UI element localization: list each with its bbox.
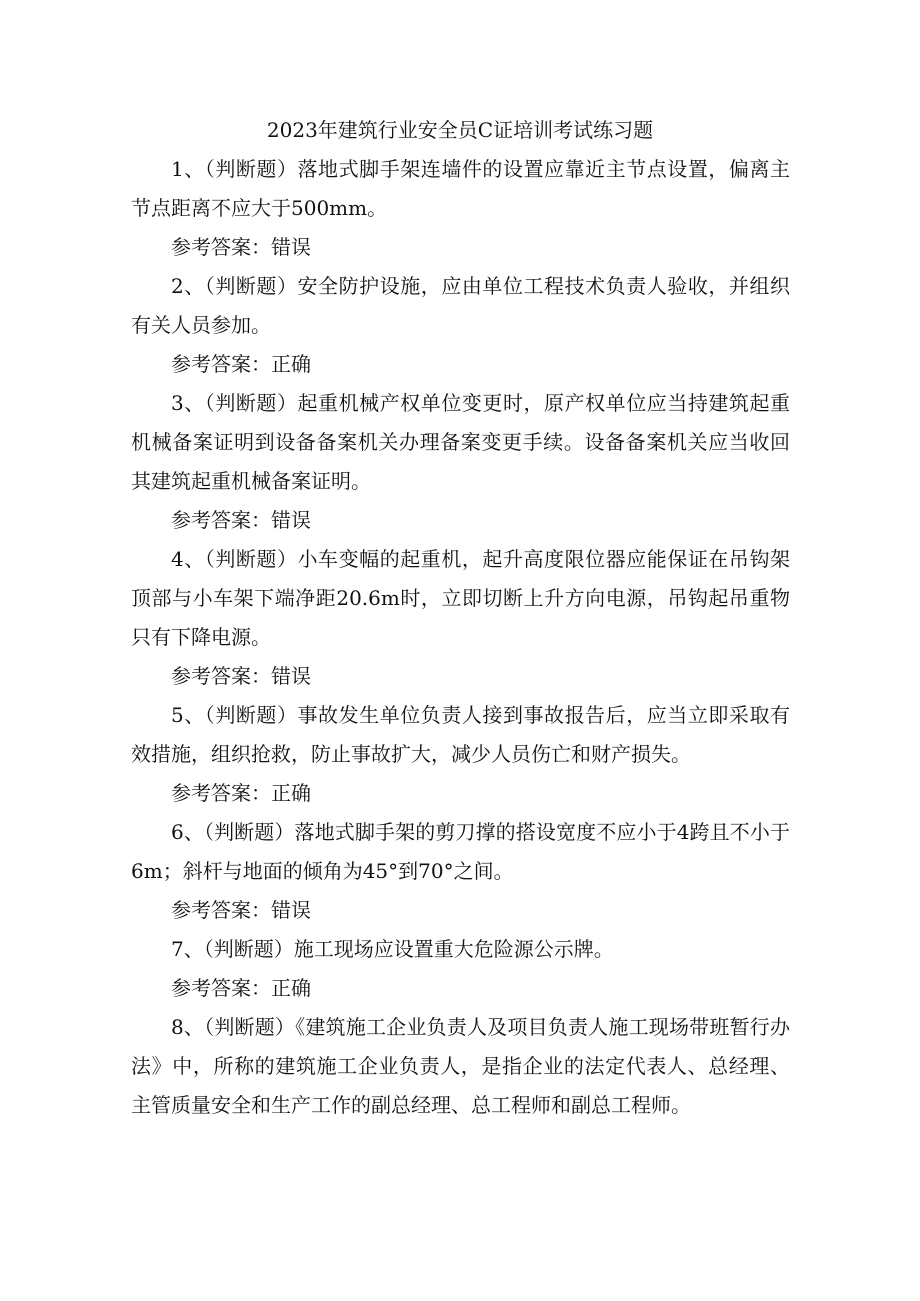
answer-text: 参考答案：正确: [171, 781, 311, 805]
answer-text: 参考答案：正确: [171, 976, 311, 1000]
document-title: 2023年建筑行业安全员C证培训考试练习题: [266, 118, 654, 142]
question-list: [131, 150, 790, 1125]
answer-text: 参考答案：错误: [171, 898, 311, 922]
question-item-5: [131, 696, 790, 813]
question-item-3: [131, 384, 790, 540]
question-item-2: [131, 267, 790, 384]
question-item-6: [131, 813, 790, 930]
question-text: 7、（判断题）施工现场应设置重大危险源公示牌。: [171, 937, 614, 961]
question-item-7: [131, 930, 790, 1008]
question-text: 4、（判断题）小车变幅的起重机，起升高度限位器应能保证在吊钩架顶部与小车架下端净距20.6m时，立即切断上升方向电源，吊钩起吊重物只有下降电源。: [131, 547, 790, 649]
question-item-4: [131, 540, 790, 696]
question-text: 2、（判断题）安全防护设施，应由单位工程技术负责人验收，并组织有关人员参加。: [131, 274, 790, 337]
question-text: 6、（判断题）落地式脚手架的剪刀撑的搭设宽度不应小于4跨且不小于6m；斜杆与地面的倾角为45°到70°之间。: [131, 820, 790, 883]
answer-text: 参考答案：错误: [171, 235, 311, 259]
question-text: 5、（判断题）事故发生单位负责人接到事故报告后，应当立即采取有效措施，组织抢救，防止事故扩大，减少人员伤亡和财产损失。: [131, 703, 790, 766]
question-text: 1、（判断题）落地式脚手架连墙件的设置应靠近主节点设置，偏离主节点距离不应大于500mm。: [131, 157, 790, 220]
answer-text: 参考答案：错误: [171, 664, 311, 688]
question-item-8: [131, 1008, 790, 1125]
answer-text: 参考答案：正确: [171, 352, 311, 376]
question-text: 8、（判断题）《建筑施工企业负责人及项目负责人施工现场带班暂行办法》中，所称的建筑施工企业负责人，是指企业的法定代表人、总经理、主管质量安全和生产工作的副总经理、总工程师和副总工程师。: [131, 1015, 790, 1117]
question-item-1: [131, 150, 790, 267]
answer-text: 参考答案：错误: [171, 508, 311, 532]
question-text: 3、（判断题）起重机械产权单位变更时，原产权单位应当持建筑起重机械备案证明到设备备案机关办理备案变更手续。设备备案机关应当收回其建筑起重机械备案证明。: [131, 391, 790, 493]
